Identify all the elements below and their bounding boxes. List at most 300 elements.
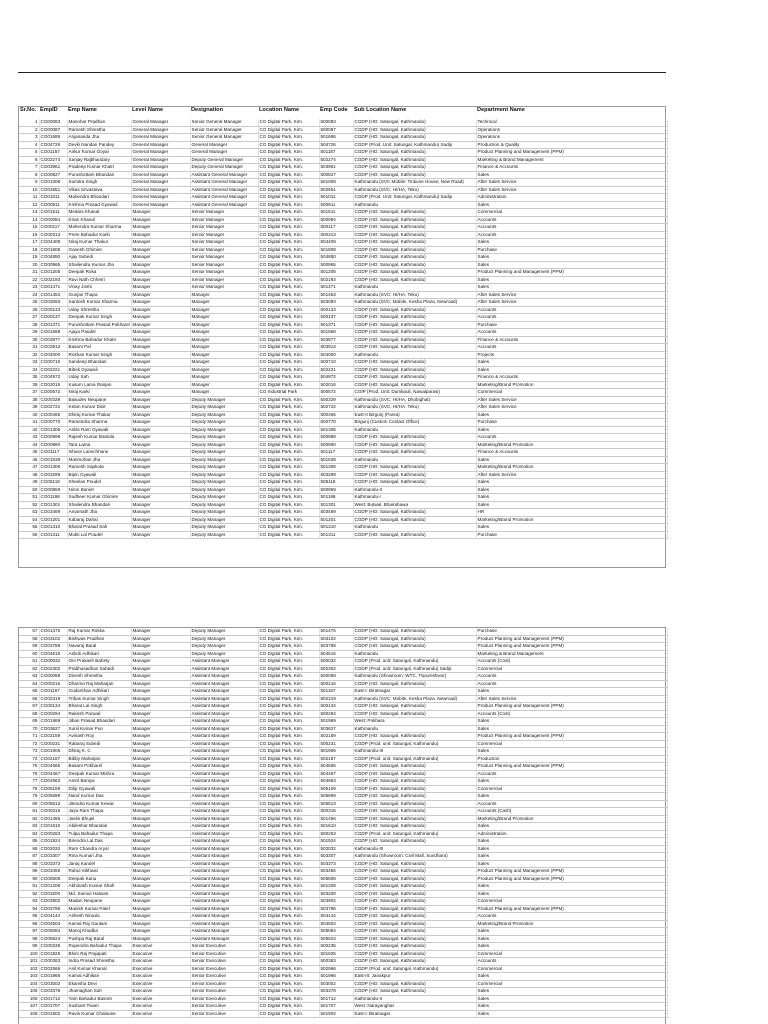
cell-department-name: After Sales Service [476, 396, 667, 404]
cell-emp-id: CG01808 [39, 246, 67, 254]
cell-designation: Assistant Manager [190, 830, 258, 838]
cell-emp-code: 504665 [319, 763, 353, 771]
cell-designation: Assistant Manager [190, 710, 258, 718]
cell-emp-id: CG05623 [39, 935, 67, 943]
cell-sub-location-name: CGDP (HO: Satungal, Kathmandu) [353, 434, 476, 442]
cell-location-name: CG Digital Park, Kirn. [258, 464, 319, 472]
cell-sr-no: 61 [19, 658, 39, 666]
cell-emp-name: Bibek Gyawali [67, 366, 131, 374]
cell-sr-no: 1 [19, 119, 39, 126]
cell-sub-location-name: CGDP (HO: Satungal, Kathmandu) [353, 815, 476, 823]
table-row [19, 381, 667, 389]
table-row [19, 658, 667, 666]
cell-emp-id: CG03299 [39, 471, 67, 479]
table-row [19, 531, 667, 539]
cell-emp-code: 502566 [319, 965, 353, 973]
cell-emp-code: 500216 [319, 680, 353, 688]
cell-location-name: CG Digital Park, Kirn. [258, 516, 319, 524]
table-row [19, 1003, 667, 1011]
cell-level-name: Manager [131, 276, 190, 284]
cell-sr-no: 41 [19, 419, 39, 427]
cell-location-name: CG Digital Park, Kirn. [258, 336, 319, 344]
cell-designation: Senior General Manager [190, 126, 258, 134]
cell-location-name: CG Digital Park, Kirn. [258, 905, 319, 913]
cell-emp-name: Niraj Karki [67, 389, 131, 397]
table-row [19, 366, 667, 374]
cell-sr-no: 54 [19, 516, 39, 524]
cell-sr-no: 66 [19, 695, 39, 703]
table-row [19, 404, 667, 412]
employee-table [19, 628, 668, 1018]
cell-emp-name: Mahendra Bhandari [67, 194, 131, 202]
cell-designation: Senior Executive [190, 995, 258, 1003]
cell-emp-id: CG01475 [39, 628, 67, 635]
cell-level-name: General Manager [131, 156, 190, 164]
table-row [19, 703, 667, 711]
cell-emp-code: 500087 [319, 126, 353, 134]
cell-location-name: CG Digital Park, Kirn. [258, 471, 319, 479]
cell-department-name: Sales [476, 995, 667, 1003]
table-row [19, 239, 667, 247]
table-row [19, 943, 667, 951]
cell-level-name: Manager [131, 261, 190, 269]
cell-sr-no: 96 [19, 920, 39, 928]
cell-location-name: CG Digital Park, Kirn. [258, 149, 319, 157]
table-row [19, 710, 667, 718]
cell-emp-code: 500363 [319, 958, 353, 966]
cell-emp-code: 501311 [319, 531, 353, 539]
cell-location-name: CG Digital Park, Kirn. [258, 710, 319, 718]
cell-designation: Manager [190, 389, 258, 397]
cell-department-name: Product Planning and Management (PPM) [476, 269, 667, 277]
cell-emp-code: 501808 [319, 246, 353, 254]
cell-designation: Manager [190, 336, 258, 344]
cell-emp-name: Madan Neupane [67, 898, 131, 906]
cell-level-name: Manager [131, 524, 190, 532]
cell-sub-location-name: Kathmandu [353, 456, 476, 464]
cell-level-name: General Manager [131, 141, 190, 149]
cell-sr-no: 68 [19, 710, 39, 718]
cell-emp-name: Ishwor Lamichhane [67, 449, 131, 457]
table-row [19, 628, 667, 635]
cell-emp-code: 501511 [319, 209, 353, 217]
cell-location-name: CG Digital Park, Kirn. [258, 763, 319, 771]
cell-emp-code: 500133 [319, 306, 353, 314]
cell-emp-id: CG01712 [39, 995, 67, 1003]
cell-designation: Deputy Manager [190, 411, 258, 419]
cell-emp-code: 500710 [319, 359, 353, 367]
cell-location-name: CG Digital Park, Kirn. [258, 778, 319, 786]
cell-location-name: CG Digital Park, Kirn. [258, 156, 319, 164]
cell-emp-name: Niron Baniet [67, 486, 131, 494]
cell-sub-location-name: CGDP (HO: Satungal, Kathmandu) [353, 628, 476, 635]
cell-emp-name: Basant Pokharel [67, 763, 131, 771]
cell-level-name: Executive [131, 1003, 190, 1011]
cell-sub-location-name: CGDP (Prod. Unit: Satungal, Kathmandu) Sadip [353, 141, 476, 149]
table-row [19, 815, 667, 823]
cell-emp-name: Pushpa Raj Baral [67, 935, 131, 943]
table-row [19, 134, 667, 142]
cell-level-name: Manager [131, 419, 190, 427]
cell-emp-name: Rupendra Bahadur Thapa [67, 943, 131, 951]
cell-emp-name: Md. Samiul Hassan [67, 890, 131, 898]
cell-designation: Senior Manager [190, 239, 258, 247]
cell-designation: Assistant General Manager [190, 194, 258, 202]
cell-designation: Assistant Manager [190, 905, 258, 913]
cell-level-name: Manager [131, 650, 190, 658]
cell-department-name: Finance & Accounts [476, 449, 667, 457]
cell-sub-location-name: CGDP (Prod. Unit: Satungal, Kathmandu) Sadip [353, 194, 476, 202]
cell-sub-location-name: Kathmandu-III [353, 845, 476, 853]
cell-emp-code: 503788 [319, 643, 353, 651]
cell-designation: Senior Executive [190, 1010, 258, 1018]
table-row [19, 650, 667, 658]
cell-emp-id: CG00572 [39, 389, 67, 397]
cell-level-name: Manager [131, 770, 190, 778]
cell-sr-no: 56 [19, 531, 39, 539]
cell-department-name: Finance & Accounts [476, 164, 667, 172]
cell-emp-code: 502193 [319, 276, 353, 284]
cell-location-name: CG Digital Park, Kirn. [258, 284, 319, 292]
cell-department-name: Commercial [476, 665, 667, 673]
cell-emp-code: 501456 [319, 815, 353, 823]
cell-emp-code: 500959 [319, 486, 353, 494]
cell-emp-id: CG04467 [39, 770, 67, 778]
cell-designation: Senior Manager [190, 276, 258, 284]
table-row [19, 284, 667, 292]
cell-emp-code: 503469 [319, 509, 353, 517]
cell-level-name: Manager [131, 905, 190, 913]
cell-sr-no: 69 [19, 718, 39, 726]
cell-designation: Senior Manager [190, 209, 258, 217]
table-row [19, 958, 667, 966]
cell-emp-name: Rakesh Panwal [67, 710, 131, 718]
cell-level-name: Manager [131, 928, 190, 936]
cell-department-name: Commercial [476, 785, 667, 793]
cell-emp-name: Birendra Lal Das [67, 838, 131, 846]
cell-emp-code: 500117 [319, 224, 353, 232]
cell-designation: Assistant Manager [190, 800, 258, 808]
table-row [19, 119, 667, 126]
cell-designation: General Manager [190, 141, 258, 149]
cell-level-name: Manager [131, 868, 190, 876]
cell-sr-no: 21 [19, 269, 39, 277]
cell-department-name: Operations [476, 126, 667, 134]
cell-emp-code: 500134 [319, 703, 353, 711]
cell-location-name: CG Digital Park, Kirn. [258, 635, 319, 643]
cell-emp-name: Sandeep Bhandari [67, 359, 131, 367]
cell-location-name: CG Digital Park, Kirn. [258, 201, 319, 209]
cell-sub-location-name: CGDP (HO: Satungal, Kathmandu) [353, 231, 476, 239]
cell-emp-id: CG01456 [39, 815, 67, 823]
cell-emp-name: Purushottam Bhandari [67, 171, 131, 179]
cell-sub-location-name: Kathmandu (Showroom: WTC, Tripureshwor) [353, 673, 476, 681]
cell-emp-name: Jitendra Kumar Kewat [67, 800, 131, 808]
table-row [19, 673, 667, 681]
cell-location-name: CG Digital Park, Kirn. [258, 770, 319, 778]
cell-designation: Deputy Manager [190, 509, 258, 517]
cell-location-name: CG Digital Park, Kirn. [258, 980, 319, 988]
cell-department-name: Sales [476, 524, 667, 532]
cell-sub-location-name: Kathmandu [353, 725, 476, 733]
cell-emp-name: Ramendra Sharma [67, 419, 131, 427]
cell-emp-code: 505506 [319, 875, 353, 883]
cell-department-name: Accounts (Cost) [476, 710, 667, 718]
cell-emp-code: 502187 [319, 755, 353, 763]
table-row [19, 419, 667, 427]
table-row [19, 501, 667, 509]
cell-designation: Assistant General Manager [190, 171, 258, 179]
cell-location-name: CG Digital Park, Kirn. [258, 321, 319, 329]
cell-emp-code: 503200 [319, 890, 353, 898]
cell-location-name: CG Digital Park, Kirn. [258, 823, 319, 831]
cell-sr-no: 93 [19, 898, 39, 906]
cell-emp-id: CG05699 [39, 793, 67, 801]
cell-level-name: Executive [131, 973, 190, 981]
cell-designation: Senior General Manager [190, 119, 258, 126]
cell-location-name: CG Digital Park, Kirn. [258, 419, 319, 427]
cell-designation: Manager [190, 381, 258, 389]
cell-emp-code: 503002 [319, 980, 353, 988]
cell-level-name: Manager [131, 695, 190, 703]
cell-emp-id: CG02016 [39, 381, 67, 389]
cell-emp-code: 500827 [319, 171, 353, 179]
cell-sr-no: 85 [19, 838, 39, 846]
cell-emp-id: CG02221 [39, 366, 67, 374]
cell-emp-id: CG05513 [39, 800, 67, 808]
cell-location-name: CG Digital Park, Kirn. [258, 411, 319, 419]
cell-sr-no: 17 [19, 239, 39, 247]
cell-department-name: Sales [476, 486, 667, 494]
cell-sr-no: 104 [19, 980, 39, 988]
cell-location-name: CG Digital Park, Kirn. [258, 456, 319, 464]
table-row [19, 389, 667, 397]
column-header-department-name: Department Name [477, 107, 525, 113]
cell-sr-no: 108 [19, 1010, 39, 1018]
cell-emp-id: CG02032 [39, 845, 67, 853]
cell-sr-no: 24 [19, 291, 39, 299]
cell-sr-no: 43 [19, 434, 39, 442]
table-row [19, 905, 667, 913]
cell-sub-location-name: CGDP (HO: Satungal, Kathmandu) [353, 321, 476, 329]
cell-location-name: CG Digital Park, Kirn. [258, 254, 319, 262]
cell-location-name: CG Digital Park, Kirn. [258, 988, 319, 996]
cell-emp-id: CG00134 [39, 703, 67, 711]
cell-department-name: Sales [476, 494, 667, 502]
cell-sub-location-name: CGDP (HO: Satungal, Kathmandu) [353, 126, 476, 134]
cell-sr-no: 39 [19, 404, 39, 412]
cell-emp-code: 501310 [319, 524, 353, 532]
table-row [19, 988, 667, 996]
cell-location-name: CG Digital Park, Kirn. [258, 680, 319, 688]
cell-emp-code: 505623 [319, 935, 353, 943]
cell-level-name: Manager [131, 815, 190, 823]
cell-sr-no: 98 [19, 935, 39, 943]
cell-sub-location-name: Kathmandu (SVC: HI/HA, Dhobighat) [353, 396, 476, 404]
cell-department-name: Technical [476, 119, 667, 126]
table-row [19, 201, 667, 209]
cell-emp-id: CG03455 [39, 868, 67, 876]
cell-emp-code: 500084 [319, 216, 353, 224]
cell-department-name: Product Planning and Management (PPM) [476, 733, 667, 741]
cell-emp-id: CG01310 [39, 524, 67, 532]
cell-sr-no: 45 [19, 449, 39, 457]
column-header-emp-name: Emp Name [68, 107, 97, 113]
cell-emp-code: 502221 [319, 366, 353, 374]
cell-location-name: CG Digital Park, Kirn. [258, 134, 319, 142]
cell-location-name: CG Digital Park, Kirn. [258, 209, 319, 217]
cell-department-name: HR [476, 509, 667, 517]
cell-emp-name: Mukti Lal Poudel [67, 531, 131, 539]
cell-level-name: Manager [131, 396, 190, 404]
cell-emp-name: Gudarshan Adhikari [67, 688, 131, 696]
table-row [19, 426, 667, 434]
cell-emp-name: Dilip Gyawali [67, 785, 131, 793]
cell-sr-no: 52 [19, 501, 39, 509]
cell-designation: Assistant Manager [190, 845, 258, 853]
cell-sub-location-name: CGDP (HO: Satungal, Kathmandu) [353, 920, 476, 928]
cell-level-name: General Manager [131, 194, 190, 202]
cell-emp-id: CG01371 [39, 321, 67, 329]
cell-designation: Manager [190, 299, 258, 307]
cell-emp-id: CG01969 [39, 718, 67, 726]
cell-emp-id: CG01201 [39, 516, 67, 524]
cell-sub-location-name: CGDP (HO: Satungal, Kathmandu) [353, 800, 476, 808]
cell-emp-id: CG00083 [39, 119, 67, 126]
cell-level-name: Manager [131, 351, 190, 359]
cell-designation: Manager [190, 359, 258, 367]
cell-department-name: Marketing/Brand Promotion [476, 464, 667, 472]
cell-location-name: CG Digital Park, Kirn. [258, 404, 319, 412]
cell-sr-no: 40 [19, 411, 39, 419]
cell-department-name: Commercial [476, 980, 667, 988]
cell-sr-no: 11 [19, 194, 39, 202]
table-row [19, 830, 667, 838]
cell-sub-location-name: East-II Birgunj (Parsa) [353, 411, 476, 419]
table-row [19, 276, 667, 284]
cell-department-name: Production & Quality [476, 141, 667, 149]
cell-department-name: Purchase [476, 419, 667, 427]
cell-emp-id: CG01011 [39, 194, 67, 202]
table-row [19, 321, 667, 329]
cell-designation: Deputy Manager [190, 524, 258, 532]
cell-emp-id: CG03877 [39, 336, 67, 344]
cell-sr-no: 3 [19, 134, 39, 142]
cell-emp-id: CG04665 [39, 763, 67, 771]
cell-department-name: Sales [476, 883, 667, 891]
cell-department-name: Sales [476, 254, 667, 262]
cell-level-name: Manager [131, 748, 190, 756]
cell-level-name: Manager [131, 628, 190, 635]
cell-department-name: Accounts [476, 314, 667, 322]
cell-sr-no: 16 [19, 231, 39, 239]
cell-location-name: CG Digital Park, Kirn. [258, 755, 319, 763]
cell-sub-location-name: CGDP (HO: Satungal, Kathmandu) [353, 509, 476, 517]
cell-sub-location-name: CGDP (Prod. unit: Satungal, Kathmandu) [353, 965, 476, 973]
cell-department-name: Product Planning and Management (PPM) [476, 875, 667, 883]
cell-sr-no: 10 [19, 186, 39, 194]
cell-location-name: CG Digital Park, Kirn. [258, 306, 319, 314]
cell-sub-location-name: CGDP (HO: Satungal, Kathmandu) [353, 516, 476, 524]
cell-location-name: CG Digital Park, Kirn. [258, 231, 319, 239]
cell-department-name: Accounts [476, 434, 667, 442]
cell-designation: Assistant Manager [190, 688, 258, 696]
cell-sub-location-name: CGDP (HO: Satungal, Kathmandu) [353, 913, 476, 921]
cell-sub-location-name: Kathmandu [353, 201, 476, 209]
cell-sr-no: 18 [19, 246, 39, 254]
table-row [19, 314, 667, 322]
cell-department-name: Sales [476, 276, 667, 284]
cell-designation: Manager [190, 366, 258, 374]
table-row [19, 808, 667, 816]
cell-location-name: CG Digital Park, Kirn. [258, 673, 319, 681]
cell-location-name: CG Digital Park, Kirn. [258, 703, 319, 711]
cell-department-name: Sales [476, 928, 667, 936]
cell-emp-id: CG00216 [39, 680, 67, 688]
cell-level-name: Manager [131, 404, 190, 412]
cell-designation: Deputy Manager [190, 426, 258, 434]
cell-emp-name: Jaya Ram Thapa [67, 808, 131, 816]
cell-emp-name: Amarnath Jha [67, 509, 131, 517]
table-row [19, 950, 667, 958]
cell-designation: Assistant Manager [190, 733, 258, 741]
cell-level-name: Manager [131, 344, 190, 352]
cell-location-name: CG Digital Park, Kirn. [258, 486, 319, 494]
cell-emp-code: 503902 [319, 898, 353, 906]
cell-location-name: CG Digital Park, Kirn. [258, 733, 319, 741]
cell-department-name: Sales [476, 688, 667, 696]
cell-emp-code: 502159 [319, 733, 353, 741]
cell-location-name: CG Digital Park, Kirn. [258, 965, 319, 973]
cell-level-name: Manager [131, 374, 190, 382]
cell-designation: Assistant General Manager [190, 179, 258, 187]
table-row [19, 149, 667, 157]
cell-emp-id: CG02274 [39, 156, 67, 164]
cell-emp-id: CG01707 [39, 1003, 67, 1011]
cell-level-name: Manager [131, 755, 190, 763]
cell-emp-id: CG00965 [39, 261, 67, 269]
cell-sub-location-name: Kathmandu-I [353, 494, 476, 502]
cell-designation: Assistant Manager [190, 740, 258, 748]
cell-department-name: Accounts [476, 673, 667, 681]
cell-sub-location-name: CGDP (HO: Satungal, Kathmandu) [353, 838, 476, 846]
cell-designation: Assistant Manager [190, 913, 258, 921]
cell-emp-name: Deepak Kanu [67, 875, 131, 883]
cell-emp-name: Uday Sah [67, 374, 131, 382]
cell-location-name: CG Digital Park, Kirn. [258, 216, 319, 224]
cell-department-name: Marketing/Brand Promotion [476, 920, 667, 928]
cell-emp-id: CG02159 [39, 733, 67, 741]
cell-location-name: CG Digital Park, Kirn. [258, 269, 319, 277]
cell-sub-location-name: CGDP (HO: Satungal, Kathmandu) [353, 314, 476, 322]
cell-designation: Assistant Manager [190, 808, 258, 816]
cell-designation: Deputy General Manager [190, 156, 258, 164]
cell-emp-name: Deepak Roka [67, 269, 131, 277]
cell-sr-no: 53 [19, 509, 39, 517]
cell-emp-id: CG00465 [39, 411, 67, 419]
cell-sub-location-name: CGDP (HO: Satungal, Kathmandu) [353, 868, 476, 876]
cell-department-name: Commercial [476, 389, 667, 397]
cell-sub-location-name: East-III: Janakpur [353, 973, 476, 981]
cell-designation: Senior Manager [190, 246, 258, 254]
cell-emp-id: CG00068 [39, 673, 67, 681]
cell-emp-code: 505699 [319, 793, 353, 801]
cell-sub-location-name: CGDP (HO: Satungal, Kathmandu) [353, 763, 476, 771]
cell-location-name: CG Digital Park, Kirn. [258, 126, 319, 134]
cell-sr-no: 88 [19, 860, 39, 868]
cell-department-name: Sales [476, 1010, 667, 1018]
cell-level-name: General Manager [131, 171, 190, 179]
